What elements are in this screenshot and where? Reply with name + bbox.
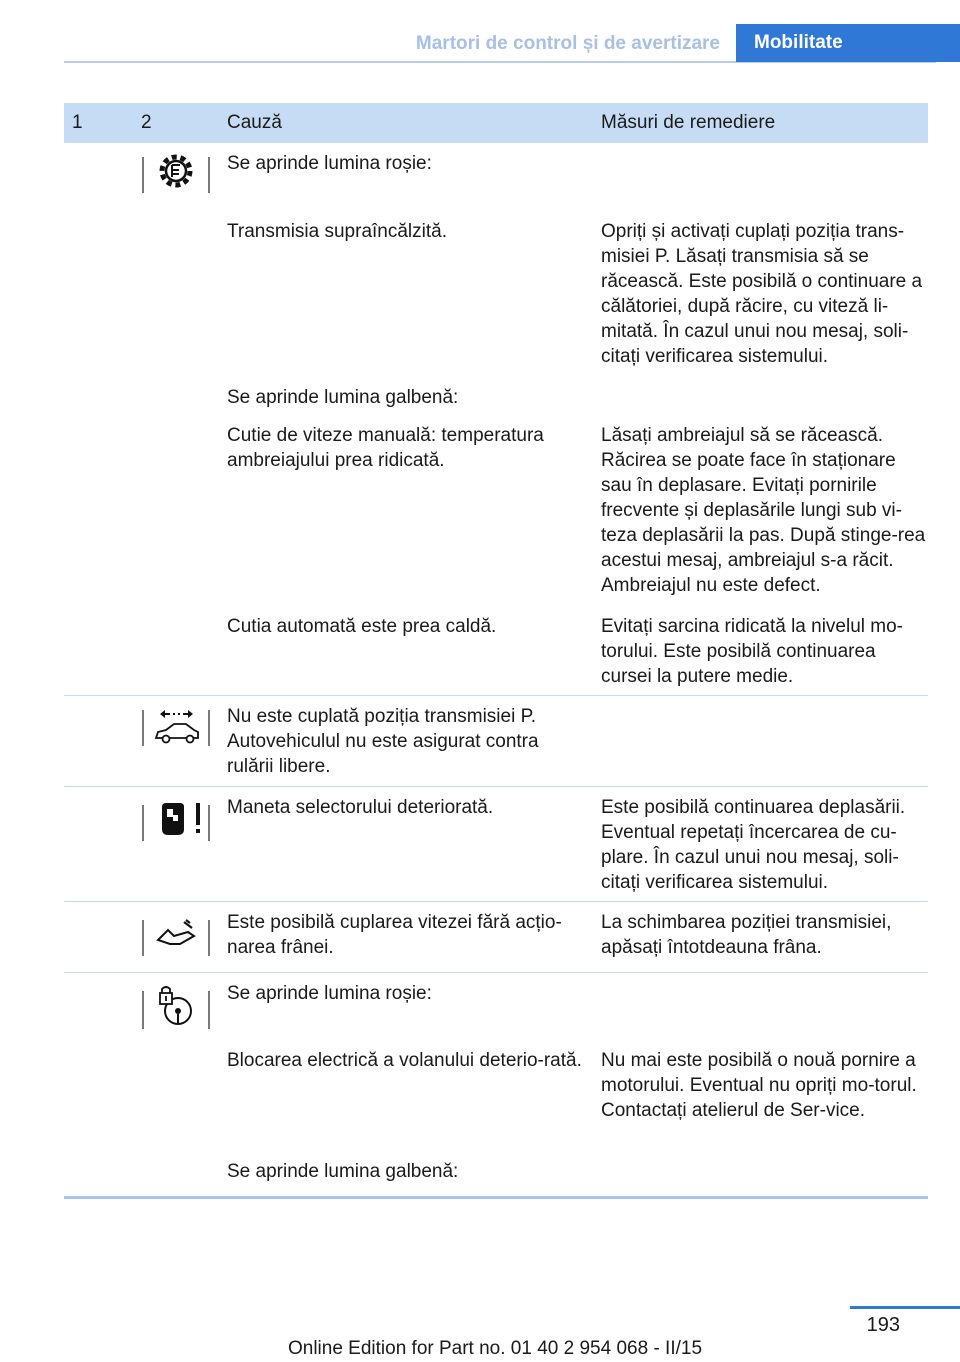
selector-lever-warning-icon <box>140 795 212 847</box>
table-row <box>64 696 928 787</box>
cause-text: Transmisia supraîncălzită. <box>227 221 447 242</box>
cause-text: Se aprinde lumina galbenă: <box>227 387 459 408</box>
column-header-remedy: Măsuri de remediere <box>601 112 776 133</box>
chapter-tab[interactable]: Mobilitate <box>736 24 960 62</box>
brake-foot-icon <box>140 910 212 962</box>
vehicle-rolling-icon <box>140 700 212 752</box>
page-number: 193 <box>866 1314 900 1336</box>
cause-text: Blocarea electrică a volanului deterio-rată. <box>227 1050 582 1071</box>
cause-text: Maneta selectorului deteriorată. <box>227 797 494 818</box>
section-title: Martori de control și de avertizare <box>415 33 720 54</box>
table-row <box>64 143 928 696</box>
remedy-text: La schimbarea poziției transmisiei, apăsați întotdeauna frâna. <box>601 912 892 958</box>
warning-lights-table <box>64 103 928 1199</box>
cause-text: Nu este cuplată poziția transmisiei P. Autovehiculul nu este asigurat contra rulării libere. <box>227 706 539 777</box>
table-header <box>64 103 928 143</box>
remedy-text: Evitați sarcina ridicată la nivelul mo-torului. Este posibilă continuarea cursei la putere medie. <box>601 616 904 687</box>
remedy-text: Nu mai este posibilă o nouă pornire a motorului. Eventual nu opriți mo-torul. Contactați atelierul de Ser-vice. <box>601 1050 917 1121</box>
remedy-text: Lăsați ambreiajul să se răcească. Răcirea se poate face în staționare sau în deplasare. Evitați pornirile frecvente și deplasările lungi sub vi-teza deplasării la pas. După stinge-rea acestui mesaj, ambreiajul s-a răcit. Ambreiajul nu este defect. <box>601 425 926 596</box>
cause-text: Cutia automată este prea caldă. <box>227 616 497 637</box>
cause-text: Este posibilă cuplarea vitezei fără acțio-narea frânei. <box>227 912 562 958</box>
remedy-text: Opriți și activați cuplați poziția trans-misiei P. Lăsați transmisia să se răcească. Este posibilă o continuare a călătoriei, după răcire, cu viteză li-mitată. În cazul unui nou mesaj, soli-citați verificarea sistemului. <box>601 221 923 367</box>
cause-text: Cutie de viteze manuală: temperatura ambreiajului prea ridicată. <box>227 425 544 471</box>
table-row <box>64 902 928 973</box>
cause-text: Se aprinde lumina roșie: <box>227 153 432 174</box>
column-header-2: 2 <box>141 112 152 133</box>
cause-text: Se aprinde lumina galbenă: <box>227 1161 459 1182</box>
transmission-gear-icon <box>140 147 212 199</box>
edition-text: Online Edition for Part no. 01 40 2 954 068 - II/15 <box>287 1338 703 1359</box>
steering-lock-icon <box>140 981 212 1033</box>
cause-text: Se aprinde lumina roșie: <box>227 983 432 1004</box>
table-row <box>64 787 928 902</box>
column-header-1: 1 <box>72 112 83 133</box>
table-row <box>64 973 928 1199</box>
footer-rule <box>850 1306 960 1309</box>
column-header-cause: Cauză <box>227 112 282 133</box>
remedy-text: Este posibilă continuarea deplasării. Eventual repetați încercarea de cu-plare. În cazul unui nou mesaj, soli-citați verificarea sistemului. <box>601 797 906 893</box>
